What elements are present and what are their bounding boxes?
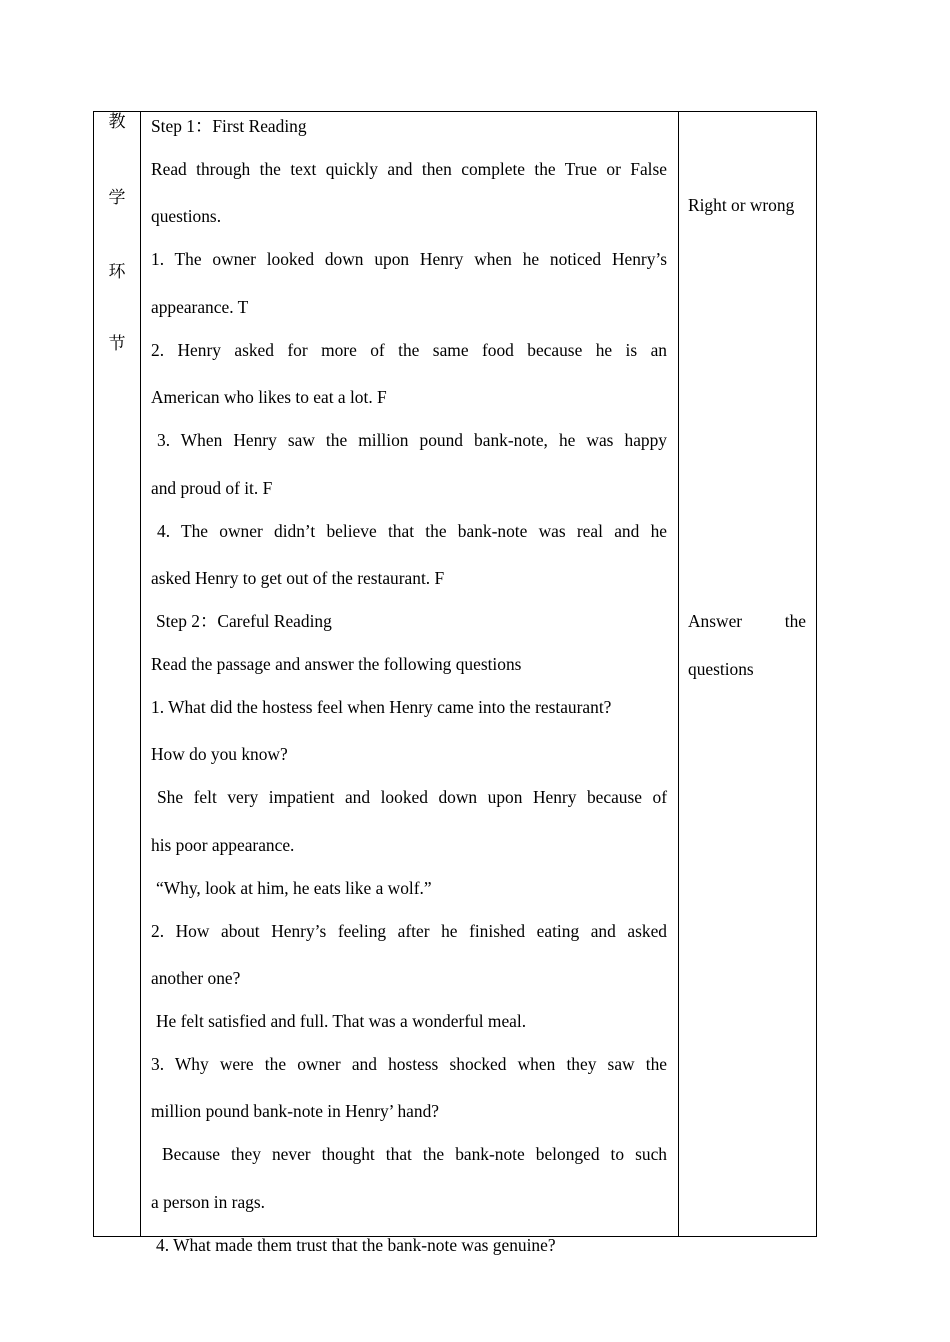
- paragraph-line: his poor appearance.: [151, 835, 295, 855]
- section-label-char: 环: [108, 262, 126, 282]
- column-divider-right: [678, 111, 679, 1237]
- paragraph-line: appearance. T: [151, 297, 249, 317]
- paragraph-line: He felt satisfied and full. That was a wonderful meal.: [156, 1011, 527, 1031]
- paragraph-line: questions.: [151, 206, 222, 226]
- step1-note: Right or wrong: [688, 195, 795, 215]
- paragraph-line: 4. The owner didn’t believe that the bank-note was real and he: [157, 521, 667, 541]
- step2-note-line2: questions: [688, 659, 754, 679]
- paragraph-line: asked Henry to get out of the restaurant. F: [151, 568, 445, 588]
- step2-note-line1: Answer the: [688, 611, 806, 631]
- paragraph-line: She felt very impatient and looked down upon Henry because of: [157, 787, 667, 807]
- paragraph-line: 4. What made them trust that the bank-note was genuine?: [156, 1235, 556, 1255]
- step2-heading: Step 2：Careful Reading: [156, 611, 332, 631]
- section-label-char: 节: [108, 334, 126, 354]
- paragraph-line: Because they never thought that the bank-note belonged to such: [162, 1144, 667, 1164]
- paragraph-line: 3. Why were the owner and hostess shocked when they saw the: [151, 1054, 667, 1074]
- paragraph-line: “Why, look at him, he eats like a wolf.”: [156, 878, 432, 898]
- paragraph-line: 2. Henry asked for more of the same food because he is an: [151, 340, 667, 360]
- paragraph-line: 1. What did the hostess feel when Henry came into the restaurant?: [151, 697, 612, 717]
- section-label-char: 教: [108, 112, 126, 132]
- paragraph-line: million pound bank-note in Henry’ hand?: [151, 1101, 440, 1121]
- step1-heading: Step 1：First Reading: [151, 116, 307, 136]
- paragraph-line: a person in rags.: [151, 1192, 265, 1212]
- paragraph-line: 3. When Henry saw the million pound bank-note, he was happy: [157, 430, 667, 450]
- column-divider-left: [140, 111, 141, 1237]
- paragraph-line: Read the passage and answer the following questions: [151, 654, 522, 674]
- paragraph-line: American who likes to eat a lot. F: [151, 387, 387, 407]
- paragraph-line: 1. The owner looked down upon Henry when he noticed Henry’s: [151, 249, 667, 269]
- section-label-char: 学: [108, 188, 126, 208]
- paragraph-line: How do you know?: [151, 744, 288, 764]
- paragraph-line: another one?: [151, 968, 241, 988]
- paragraph-line: Read through the text quickly and then complete the True or False: [151, 159, 667, 179]
- paragraph-line: 2. How about Henry’s feeling after he finished eating and asked: [151, 921, 667, 941]
- paragraph-line: and proud of it. F: [151, 478, 273, 498]
